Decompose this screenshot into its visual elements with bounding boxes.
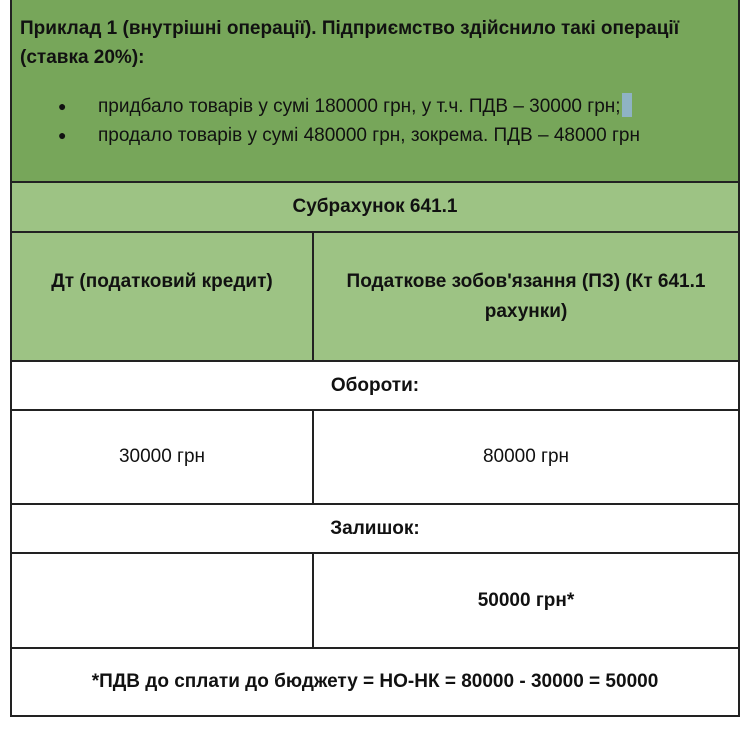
- turnover-debit-value: 30000 грн: [12, 411, 314, 503]
- balance-credit-value: 50000 грн*: [477, 589, 575, 611]
- turnover-credit-value: 80000 грн: [482, 446, 570, 467]
- bullet-text-sale: продало товарів у сумі 480000 грн, зокрема. ПДВ – 48000 грн: [98, 125, 640, 146]
- column-header-credit: [314, 233, 738, 360]
- column-header-row: [12, 231, 738, 360]
- subaccount-table: [10, 0, 740, 717]
- balance-label-row: [12, 503, 738, 552]
- column-header-credit-label: Податкове зобов'язання (ПЗ) (Кт 641.1 рахунки): [346, 271, 706, 322]
- intro-list: [20, 92, 730, 150]
- footnote-row: [12, 647, 738, 715]
- turnovers-label: Обороти:: [330, 374, 420, 396]
- turnovers-label-row: [12, 360, 738, 409]
- intro-block: [12, 0, 738, 181]
- subaccount-title: Субрахунок 641.1: [292, 196, 458, 217]
- turnovers-values-row: [12, 409, 738, 503]
- footnote: *ПДВ до сплати до бюджету = НО-НК = 80000 - 30000 = 50000: [91, 671, 659, 692]
- list-item: [58, 121, 730, 150]
- bullet-icon: ●: [58, 98, 67, 114]
- balance-debit-value: [12, 554, 314, 647]
- subaccount-title-row: [12, 181, 738, 231]
- bullet-text-purchase: придбало товарів у сумі 180000 грн, у т.ч. ПДВ – 30000 грн;: [98, 96, 621, 117]
- intro-title: Приклад 1 (внутрішні операції). Підприємство здійснило такі операції (ставка 20%):: [20, 18, 680, 68]
- balance-values-row: [12, 552, 738, 647]
- column-header-debit-label: Дт (податковий кредит): [51, 271, 273, 292]
- bullet-icon: ●: [58, 127, 67, 143]
- balance-label: Залишок:: [330, 517, 420, 539]
- list-item: [58, 92, 730, 121]
- column-header-debit: [12, 233, 314, 360]
- text-cursor-highlight: [622, 93, 632, 117]
